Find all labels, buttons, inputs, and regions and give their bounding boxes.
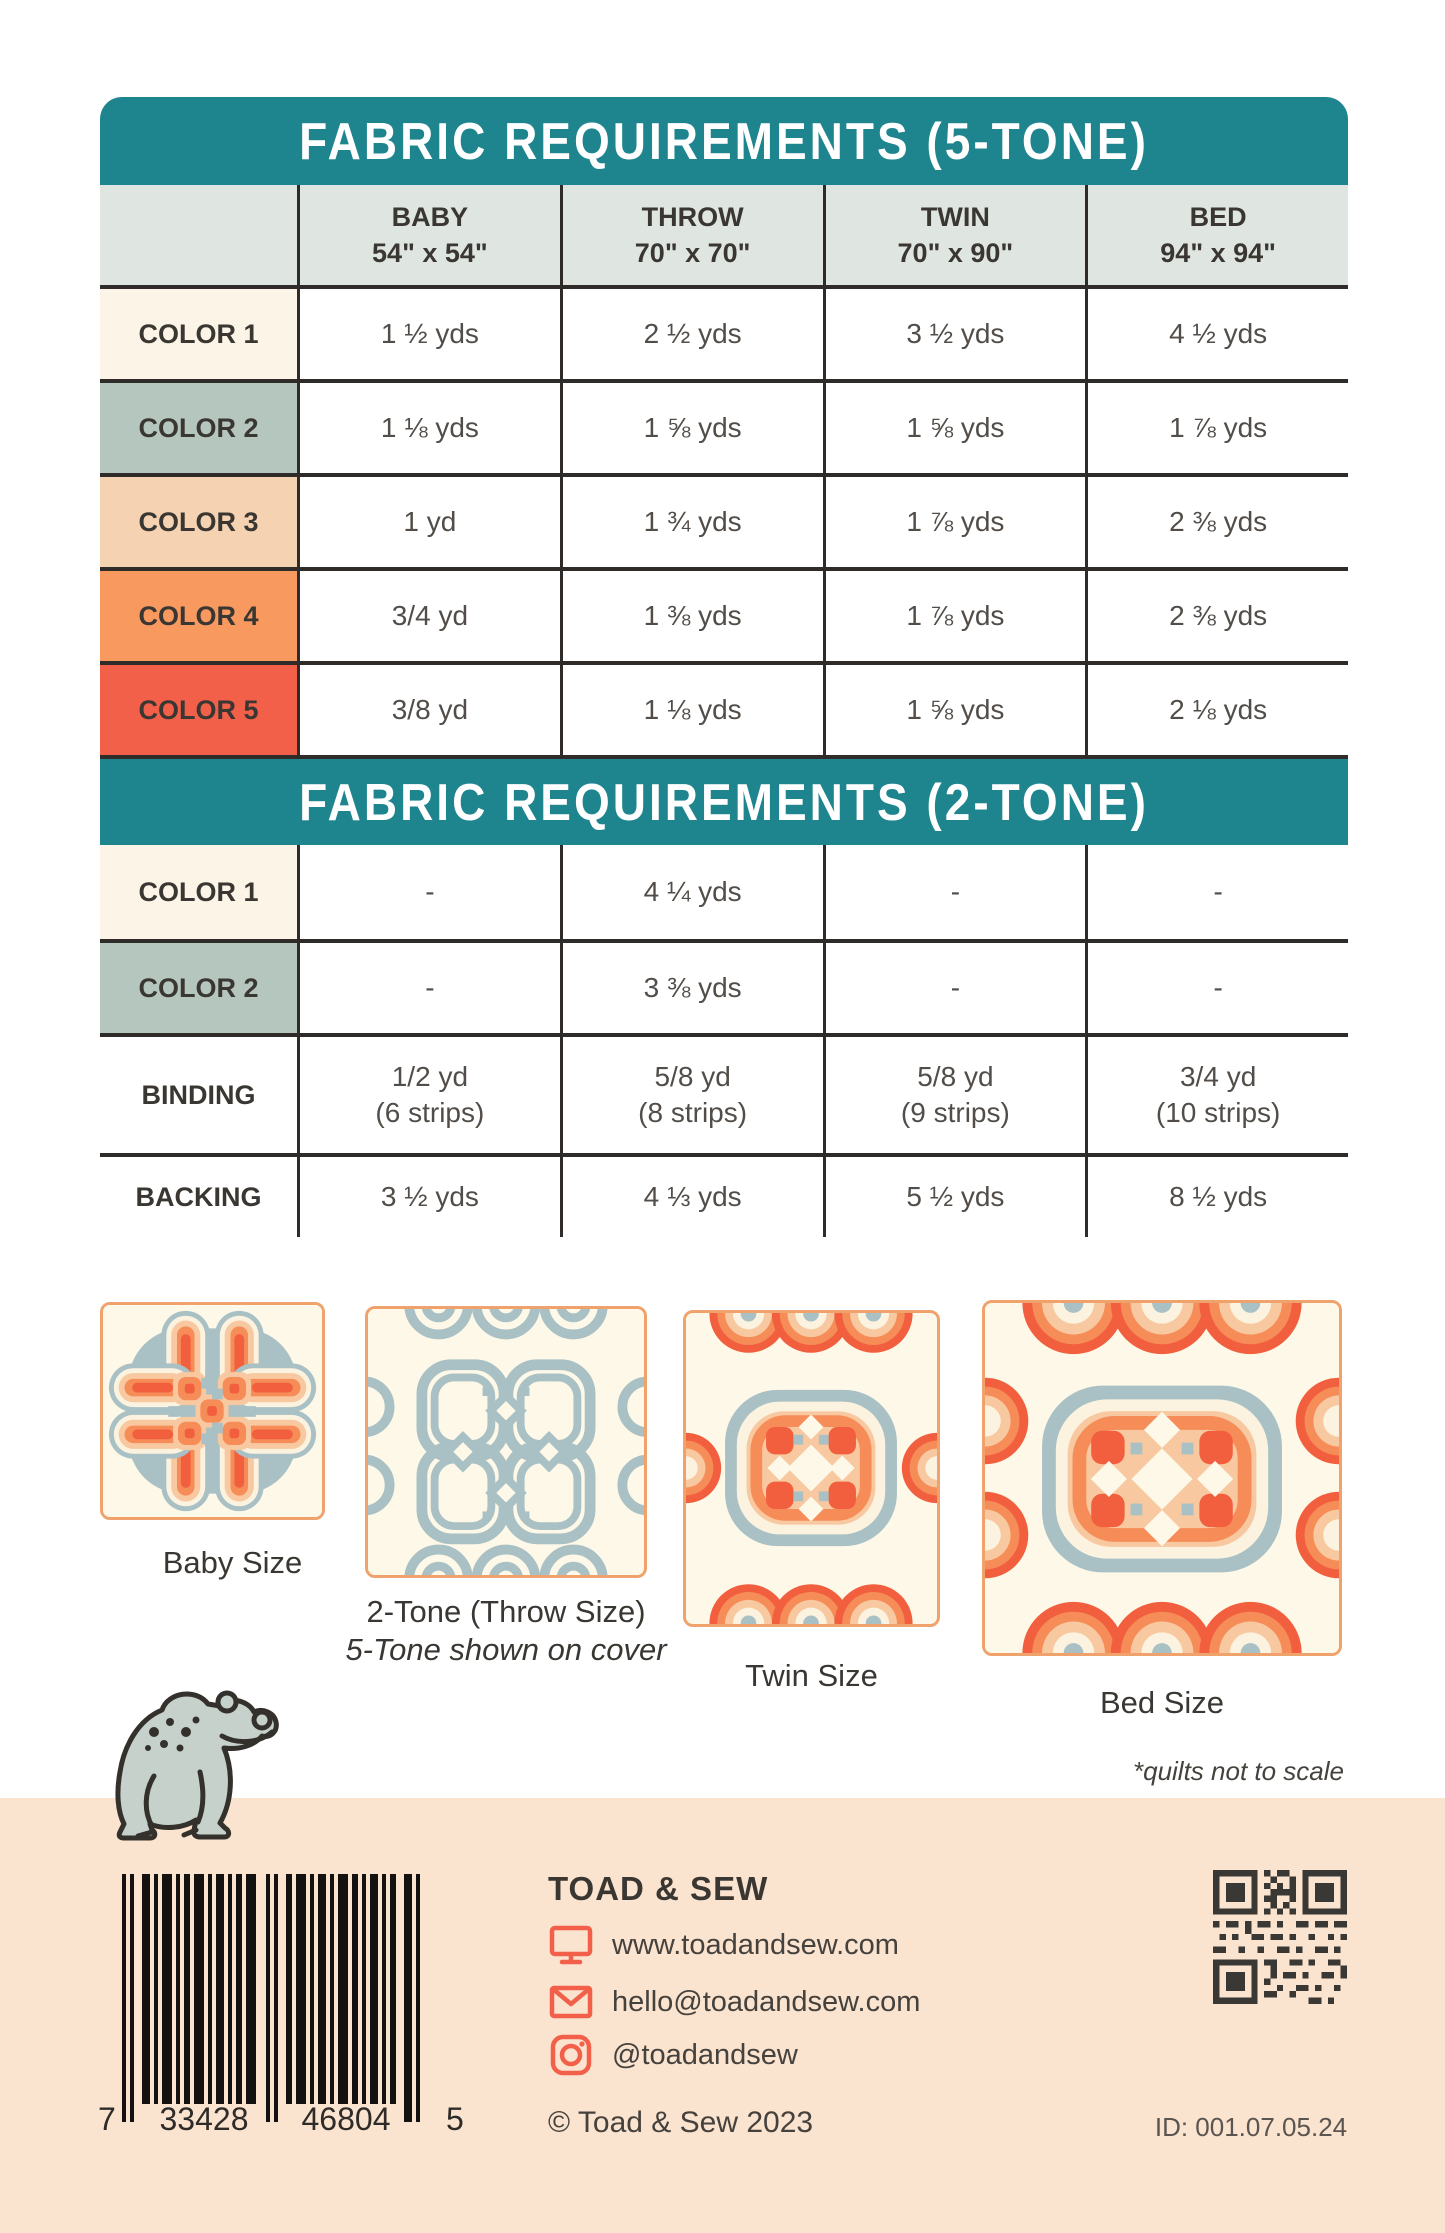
throw-quilt-subcaption: 5-Tone shown on cover <box>345 1632 667 1667</box>
barcode-digit-group-3: 46804 <box>301 2101 391 2136</box>
instagram-handle[interactable]: @toadandsew <box>612 2038 798 2071</box>
throw-quilt-graphic <box>368 1309 644 1575</box>
twin-quilt-caption: Twin Size <box>745 1658 878 1693</box>
two-tone-banner <box>100 755 1348 845</box>
column-header-bed: BED 94" x 94" <box>1085 185 1348 285</box>
monitor-icon <box>548 1922 594 1968</box>
table-row-color3: COLOR 3 1 yd 1 ¾ yds 1 ⅞ yds 2 ⅜ yds <box>100 473 1348 567</box>
table-row-backing: BACKING 3 ½ yds 4 ⅓ yds 5 ½ yds 8 ½ yds <box>100 1153 1348 1237</box>
instagram-icon <box>548 2032 594 2078</box>
bed-quilt-graphic <box>985 1303 1339 1653</box>
envelope-icon <box>548 1979 594 2025</box>
corner-cell <box>100 185 297 285</box>
baby-quilt-graphic <box>103 1305 322 1517</box>
two-tone-title: FABRIC REQUIREMENTS (2-TONE) <box>299 772 1149 832</box>
throw-quilt-preview <box>365 1306 647 1578</box>
barcode-digit-4: 5 <box>446 2101 464 2136</box>
bed-quilt-caption: Bed Size <box>1099 1685 1225 1720</box>
pattern-id: ID: 001.07.05.24 <box>1154 2112 1348 2142</box>
instagram-row <box>548 2032 798 2078</box>
baby-quilt-caption: Baby Size <box>162 1545 303 1580</box>
barcode-digit-group-2: 33428 <box>159 2101 249 2136</box>
email-row <box>548 1979 920 2025</box>
table-row-2tone-color2: COLOR 2 - 3 ⅜ yds - - <box>100 939 1348 1033</box>
toad-illustration <box>92 1680 292 1845</box>
twin-quilt-preview <box>683 1310 940 1627</box>
barcode-digit-1: 7 <box>98 2101 116 2136</box>
website-link[interactable]: www.toadandsew.com <box>612 1928 899 1961</box>
table-row-2tone-color1: COLOR 1 - 4 ¼ yds - - <box>100 845 1348 939</box>
column-header-baby: BABY 54" x 54" <box>297 185 560 285</box>
size-header-row <box>100 185 1348 285</box>
table-row-color5: COLOR 5 3/8 yd 1 ⅛ yds 1 ⅝ yds 2 ⅛ yds <box>100 661 1348 755</box>
twin-quilt-graphic <box>686 1313 937 1624</box>
table-row-color1: COLOR 1 1 ½ yds 2 ½ yds 3 ½ yds 4 ½ yds <box>100 285 1348 379</box>
throw-quilt-caption: 2-Tone (Throw Size) <box>366 1594 646 1629</box>
upc-barcode <box>96 1874 468 2136</box>
column-header-twin: TWIN 70" x 90" <box>823 185 1086 285</box>
five-tone-banner <box>100 97 1348 185</box>
qr-code <box>1213 1870 1347 2004</box>
table-row-binding: BINDING 1/2 yd (6 strips) 5/8 yd (8 strips) 5/8 yd (9 strips) 3/4 yd (10 strips) <box>100 1033 1348 1153</box>
copyright-text: © Toad & Sew 2023 <box>548 2106 814 2139</box>
five-tone-title: FABRIC REQUIREMENTS (5-TONE) <box>299 111 1149 171</box>
table-row-color4: COLOR 4 3/4 yd 1 ⅜ yds 1 ⅞ yds 2 ⅜ yds <box>100 567 1348 661</box>
brand-name: TOAD & SEW <box>548 1870 769 1907</box>
email-link[interactable]: hello@toadandsew.com <box>612 1985 921 2018</box>
baby-quilt-preview <box>100 1302 325 1520</box>
brand-block <box>548 1870 1108 1908</box>
fabric-requirements-tables <box>100 97 1348 1237</box>
table-row-color2: COLOR 2 1 ⅛ yds 1 ⅝ yds 1 ⅝ yds 1 ⅞ yds <box>100 379 1348 473</box>
bed-quilt-preview <box>982 1300 1342 1656</box>
website-row <box>548 1922 899 1968</box>
quilts-not-to-scale-note: *quilts not to scale <box>1132 1756 1344 1786</box>
column-header-throw: THROW 70" x 70" <box>560 185 823 285</box>
